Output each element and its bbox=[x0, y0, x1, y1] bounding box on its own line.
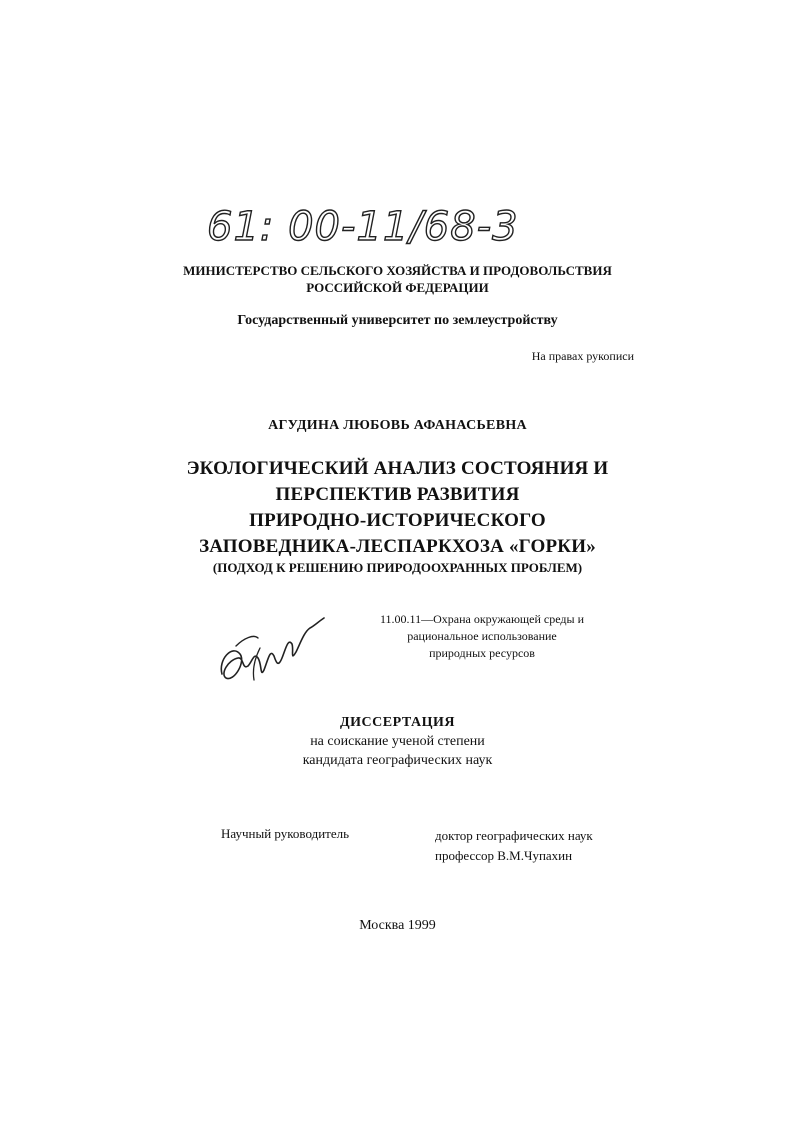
title-line-2: ПЕРСПЕКТИВ РАЗВИТИЯ bbox=[275, 484, 520, 505]
university-name: Государственный университет по землеустройству bbox=[237, 313, 558, 328]
supervisor-degree: доктор географических наук bbox=[435, 828, 593, 843]
supervisor-name: профессор В.М.Чупахин bbox=[435, 848, 573, 863]
supervisor-info bbox=[435, 826, 593, 866]
rights-note: На правах рукописи bbox=[531, 349, 634, 363]
degree-line-2: кандидата географических наук bbox=[302, 753, 493, 768]
specialty-code bbox=[372, 611, 592, 662]
specialty-line-2: рациональное использование bbox=[407, 629, 557, 643]
archive-code-text: 61: 00-11/68-3 bbox=[207, 204, 519, 250]
title-line-4: ЗАПОВЕДНИКА-ЛЕСПАРКХОЗА «ГОРКИ» bbox=[199, 536, 596, 557]
author-signature bbox=[214, 608, 334, 690]
city-year: Москва 1999 bbox=[359, 918, 436, 933]
specialty-line-1: 11.00.11—Охрана окружающей среды и bbox=[379, 612, 585, 626]
dissertation-label: ДИССЕРТАЦИЯ bbox=[340, 715, 455, 730]
dissertation-title bbox=[0, 456, 795, 560]
degree-line-1: на соискание ученой степени bbox=[310, 734, 485, 749]
dissertation-subtitle: (ПОДХОД К РЕШЕНИЮ ПРИРОДООХРАННЫХ ПРОБЛЕМ) bbox=[212, 560, 583, 575]
ministry-line-2: РОССИЙСКОЙ ФЕДЕРАЦИИ bbox=[306, 280, 489, 295]
dissertation-block bbox=[0, 713, 795, 770]
ministry-line-1: МИНИСТЕРСТВО СЕЛЬСКОГО ХОЗЯЙСТВА И ПРОДОВОЛЬСТВИЯ bbox=[183, 263, 612, 278]
ministry-header bbox=[0, 262, 795, 296]
title-line-1: ЭКОЛОГИЧЕСКИЙ АНАЛИЗ СОСТОЯНИЯ И bbox=[186, 458, 609, 479]
author-name: АГУДИНА ЛЮБОВЬ АФАНАСЬЕВНА bbox=[268, 418, 527, 433]
supervisor-label: Научный руководитель bbox=[221, 826, 350, 841]
archive-code-handwritten bbox=[205, 196, 519, 252]
title-line-3: ПРИРОДНО-ИСТОРИЧЕСКОГО bbox=[249, 510, 546, 531]
specialty-line-3: природных ресурсов bbox=[429, 646, 535, 660]
